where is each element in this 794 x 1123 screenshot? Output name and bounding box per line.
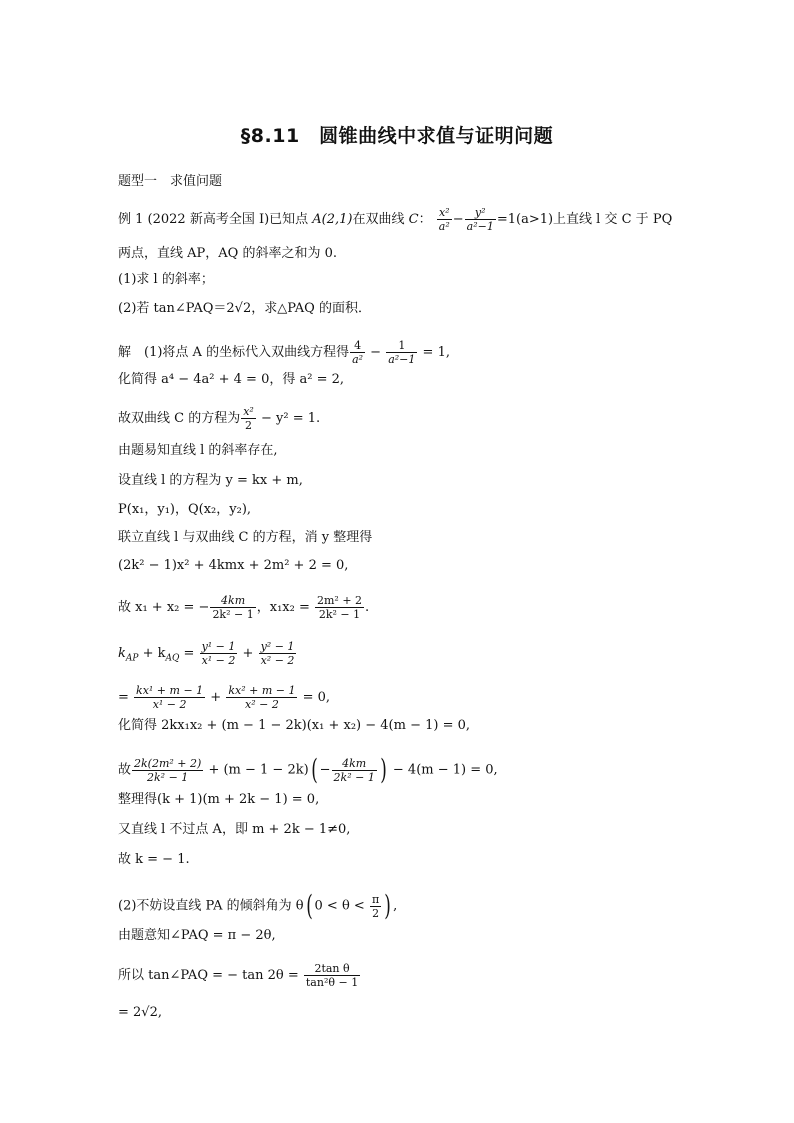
example-line-1: 例 1 (2022 新高考全国 Ⅰ)已知点 A(2,1)在双曲线 C： $\frac{\text{x²}}{\text{a²}}$ − $\frac{\text{y²}}{\text{a²−1}}$ =1(a>1)上直线 l 交 C 于 PQ [118,206,673,233]
example-point: A(2,1) [312,212,353,227]
example-line-2: 两点，直线 AP，AQ 的斜率之和为 0. [118,246,337,261]
question-2: (2)若 tan∠PAQ＝2√2，求△PAQ 的面积． [118,301,371,316]
fraction: $\frac{\text{kx² + m − 1}}{\text{x² − 2}}$ [228,684,296,711]
fraction: $\frac{4km}{\text{2k² − 1}}$ [212,594,254,621]
question-1: (1)求 l 的斜率； [118,272,214,287]
solution-line-7: 联立直线 l 与双曲线 C 的方程，消 y 整理得 [118,530,373,545]
solution-line-4: 由题易知直线 l 的斜率存在, [118,443,278,458]
fraction: $\frac{\text{x²}}{2}$ [243,405,254,432]
solution-line-17: (2)不妨设直线 PA 的倾斜角为 θ( 0 < θ < $\frac{\pi}{2}$ ) , [118,889,398,922]
solution-line-2: 化简得 a⁴ − 4a² + 4 = 0，得 a² = 2, [118,372,344,387]
fraction: $\frac{4km}{\text{2k² − 1}}$ [333,756,375,784]
solution-line-18: 由题意知∠PAQ = π − 2θ, [118,928,276,943]
fraction: $\frac{\text{2m² + 2}}{\text{2k² − 1}}$ [316,594,363,621]
solution-line-9: 故 x₁ + x₂ = − $\frac{4km}{\text{2k² − 1}}$ ，x₁x₂ = $\frac{\text{2m² + 2}}{\text{2k² − 1}}$ . [118,594,370,621]
example-mid: 在双曲线 [352,212,409,227]
fraction: $\frac{\text{2k(2m² + 2)}}{\text{2k² − 1}}$ [134,756,202,784]
example-prefix: 例 1 (2022 新高考全国 Ⅰ)已知点 [118,212,313,227]
fraction: $\frac{\text{y² − 1}}{\text{x² − 2}}$ [260,640,295,667]
solution-line-10: $k_{AP} + k_{AQ}$ = $\frac{\text{y¹ − 1}}{\text{x¹ − 2}}$ + $\frac{\text{y² − 1}}{\text{x² − 2}}$ [118,640,295,667]
fraction: $\frac{\pi}{2}$ [371,892,380,920]
solution-line-6: P(x₁，y₁)，Q(x₂，y₂), [118,502,252,517]
page-title: §8.11 圆锥曲线中求值与证明问题 [240,125,554,147]
section-heading: 题型一 求值问题 [118,174,223,189]
solution-line-11: = $\frac{\text{kx¹ + m − 1}}{\text{x¹ − 2}}$ + $\frac{\text{kx² + m − 1}}{\text{x² − 2}}$ = 0, [118,684,331,711]
example-fraction-2: $\frac{\text{y²}}{\text{a²−1}}$ [466,206,494,233]
example-fraction-1: $\frac{\text{x²}}{\text{a²}}$ [438,206,450,233]
solution-line-15: 又直线 l 不过点 A，即 m + 2k − 1≠0, [118,822,351,837]
solution-line-1: 解 (1)将点 A 的坐标代入双曲线方程得 $\frac{4}{\text{a²}}$ − $\frac{1}{\text{a²−1}}$ = 1, [118,339,450,366]
example-eq-rest: =1(a>1)上直线 l 交 C 于 PQ [496,212,673,227]
solution-line-13: 故 $\frac{\text{2k(2m² + 2)}}{\text{2k² − 1}}$ + (m − 1 − 2k)( − $\frac{4km}{\text{2k² − 1}}$ ) − 4(m − 1) = 0, [118,753,498,786]
fraction: $\frac{\text{kx¹ + m − 1}}{\text{x¹ − 2}}$ [136,684,204,711]
solution-line-5: 设直线 l 的方程为 y = kx + m, [118,473,303,488]
solution-line-8: (2k² − 1)x² + 4kmx + 2m² + 2 = 0, [118,558,349,573]
fraction: $\frac{1}{\text{a²−1}}$ [388,339,416,366]
fraction: $\frac{\text{2tan θ}}{\text{tan²θ − 1}}$ [305,962,359,989]
fraction: $\frac{4}{\text{a²}}$ [352,339,364,366]
solution-line-12: 化简得 2kx₁x₂ + (m − 1 − 2k)(x₁ + x₂) − 4(m − 1) = 0, [118,718,471,733]
solution-line-19: 所以 tan∠PAQ = − tan 2θ = $\frac{\text{2tan θ}}{\text{tan²θ − 1}}$ [118,962,359,989]
solution-line-20: = 2√2, [118,1005,162,1020]
solution-line-3: 故双曲线 C 的方程为 $\frac{\text{x²}}{2}$ − y² = 1. [118,405,321,432]
solution-line-14: 整理得(k + 1)(m + 2k − 1) = 0, [118,792,320,807]
solution-line-16: 故 k = − 1. [118,852,190,867]
example-colon: ： [418,212,432,227]
example-curve: C [408,212,419,227]
fraction: $\frac{\text{y¹ − 1}}{\text{x¹ − 2}}$ [201,640,236,667]
